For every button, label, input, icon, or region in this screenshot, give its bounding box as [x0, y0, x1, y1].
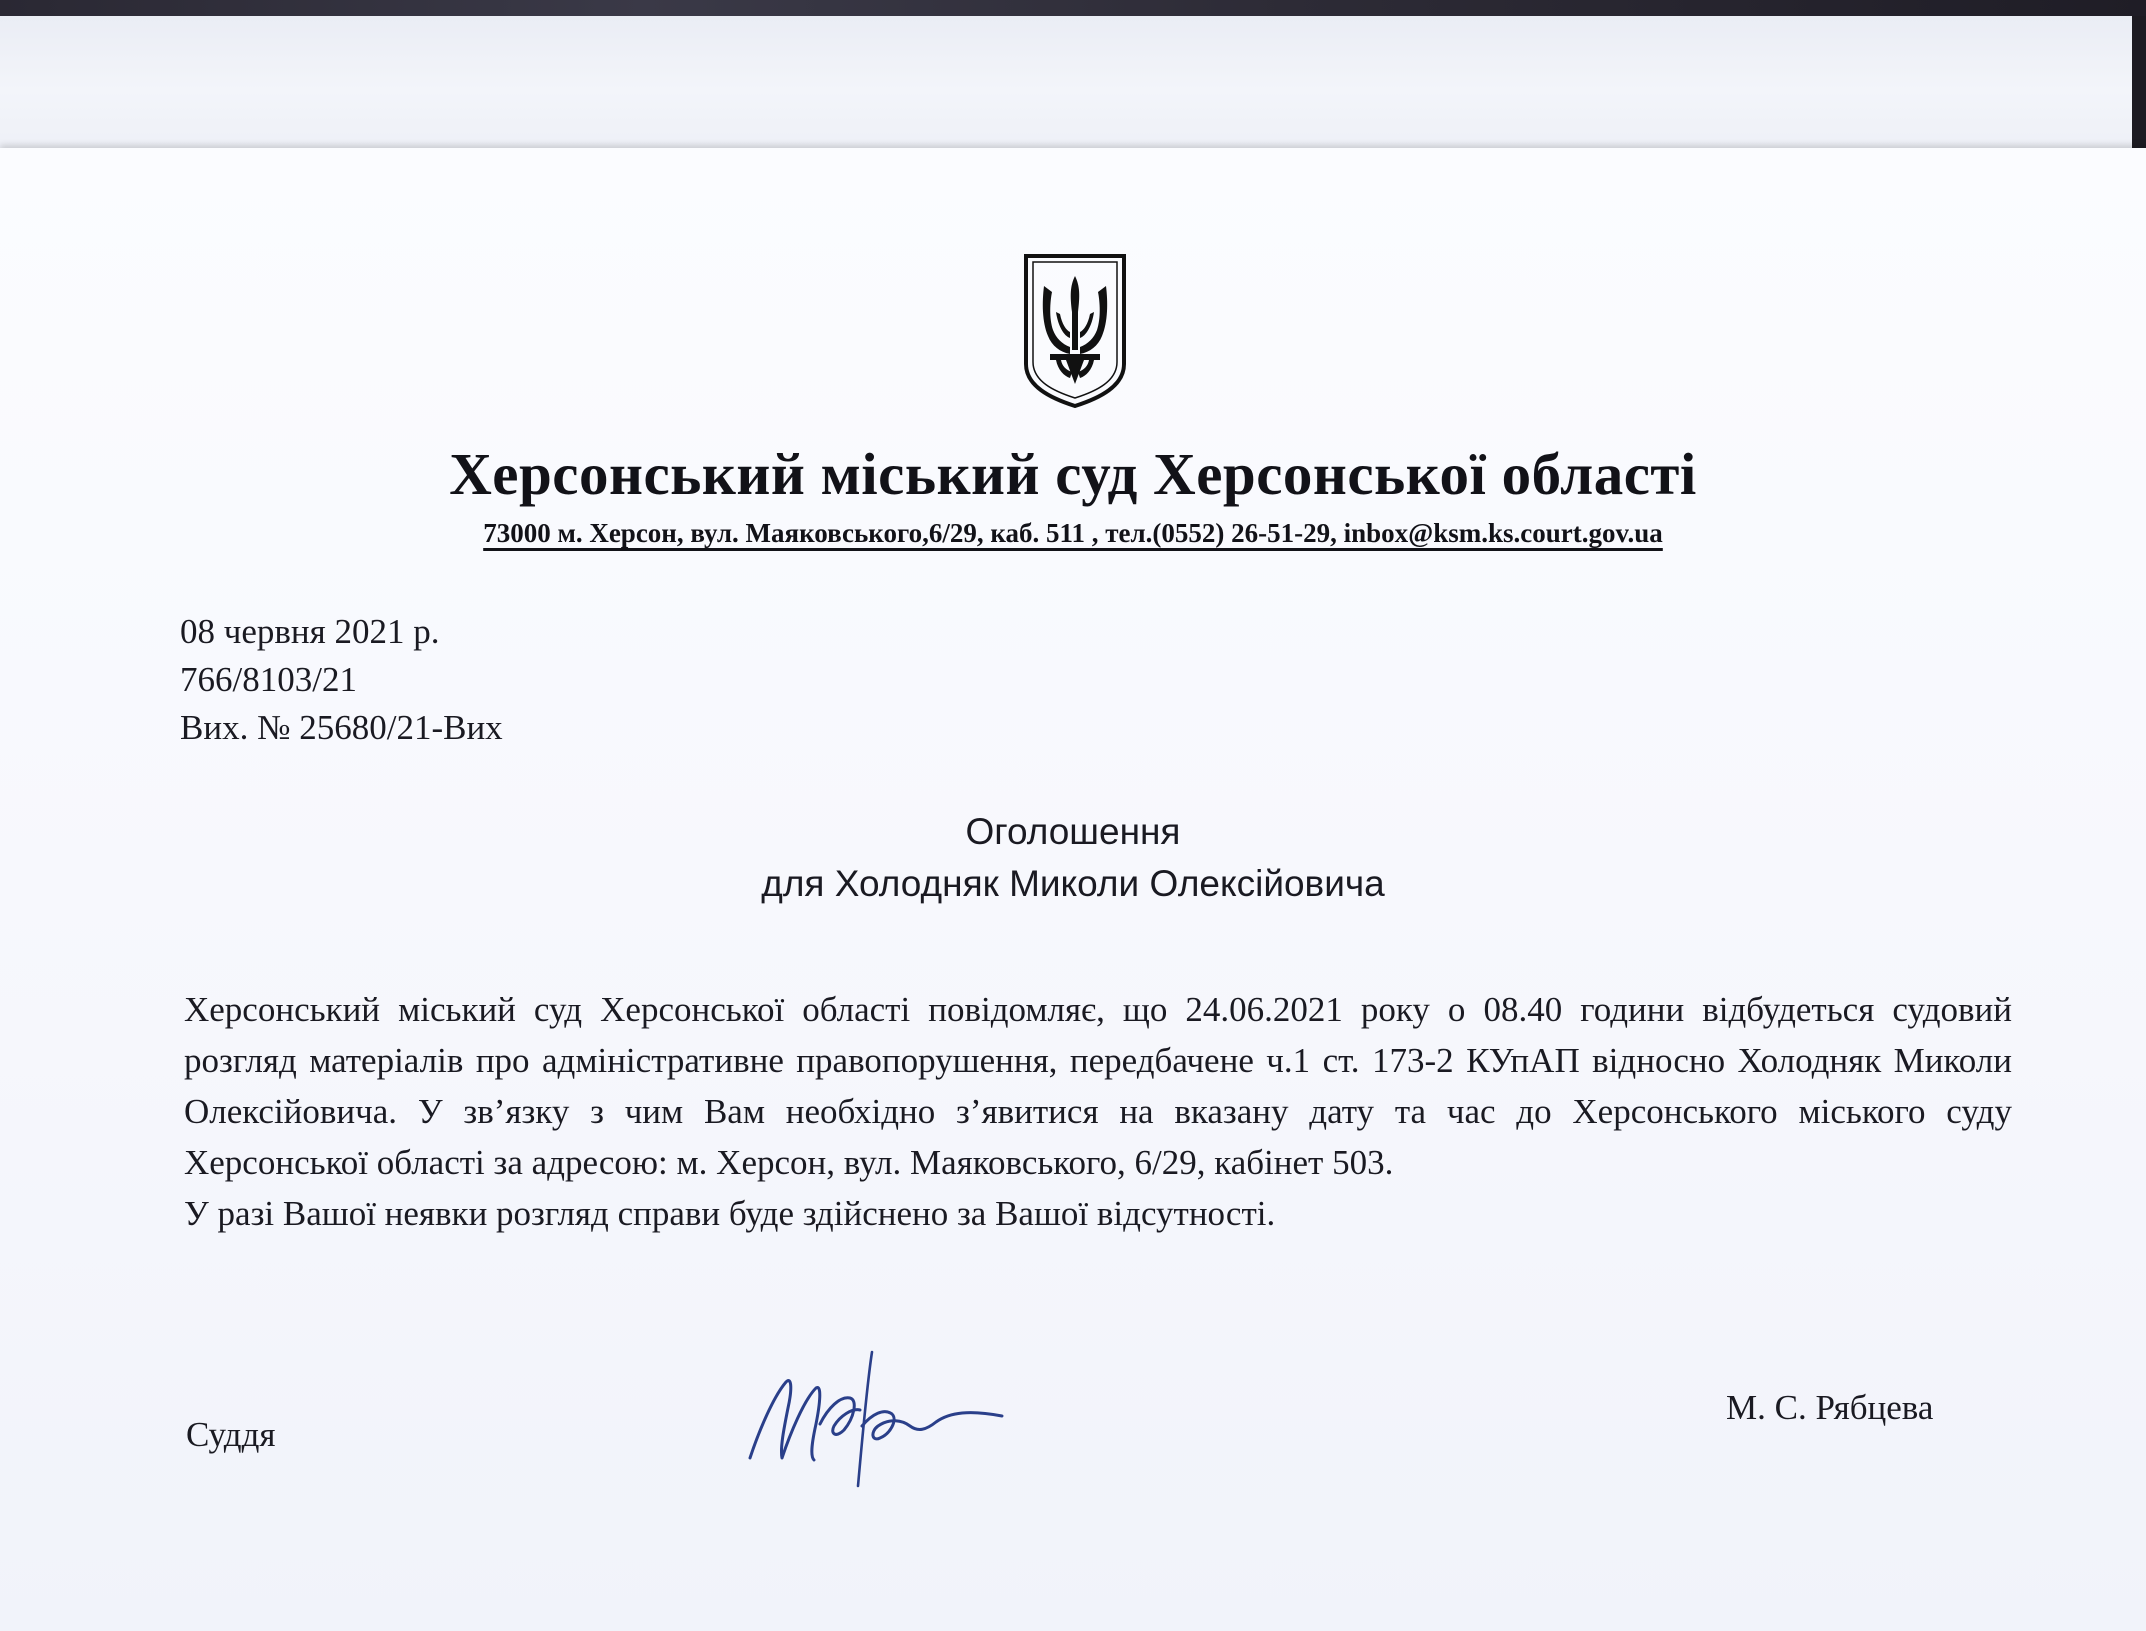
court-address-text: 73000 м. Херсон, вул. Маяковського,6/29, каб. 511 , тел.(0552) 26-51-29, inbox@ksm.ks.court.gov.ua	[483, 518, 1663, 548]
back-paper-sheet	[0, 0, 2132, 153]
court-name: Херсонський міський суд Херсонської області	[449, 441, 1697, 507]
court-address	[0, 518, 2146, 549]
trident-coat-of-arms-icon	[1020, 252, 1130, 408]
signer-name: М. С. Рябцева	[1726, 1388, 1934, 1427]
notice-title: Оголошення	[965, 811, 1181, 852]
notice-body	[184, 984, 2012, 1239]
document-date: 08 червня 2021 р.	[180, 612, 440, 651]
document-meta	[180, 608, 503, 752]
outgoing-number: Вих. № 25680/21-Вих	[180, 708, 503, 747]
background-edge	[0, 0, 2146, 16]
body-paragraph-1: Херсонський міський суд Херсонської області повідомляє, що 24.06.2021 року о 08.40 години відбудеться судовий розгляд матеріалів про адміністративне правопорушення, передбачене ч.1 ст. 173-2 КУпАП відносно Холодняк Миколи Олексійовича. У зв’язку з чим Вам необхідно з’явитися на вказану дату та час до Херсонського міського суду Херсонської області за адресою: м. Херсон, вул. Маяковського, 6/29, кабінет 503.	[184, 990, 2012, 1182]
handwritten-signature	[740, 1338, 1010, 1488]
signer-role: Суддя	[186, 1415, 276, 1454]
document-page	[0, 148, 2146, 1631]
notice-heading	[0, 806, 2146, 910]
notice-addressee: для Холодняк Миколи Олексійовича	[761, 863, 1385, 904]
case-number: 766/8103/21	[180, 660, 357, 699]
body-paragraph-2: У разі Вашої неявки розгляд справи буде здійснено за Вашої відсутності.	[184, 1194, 1276, 1233]
